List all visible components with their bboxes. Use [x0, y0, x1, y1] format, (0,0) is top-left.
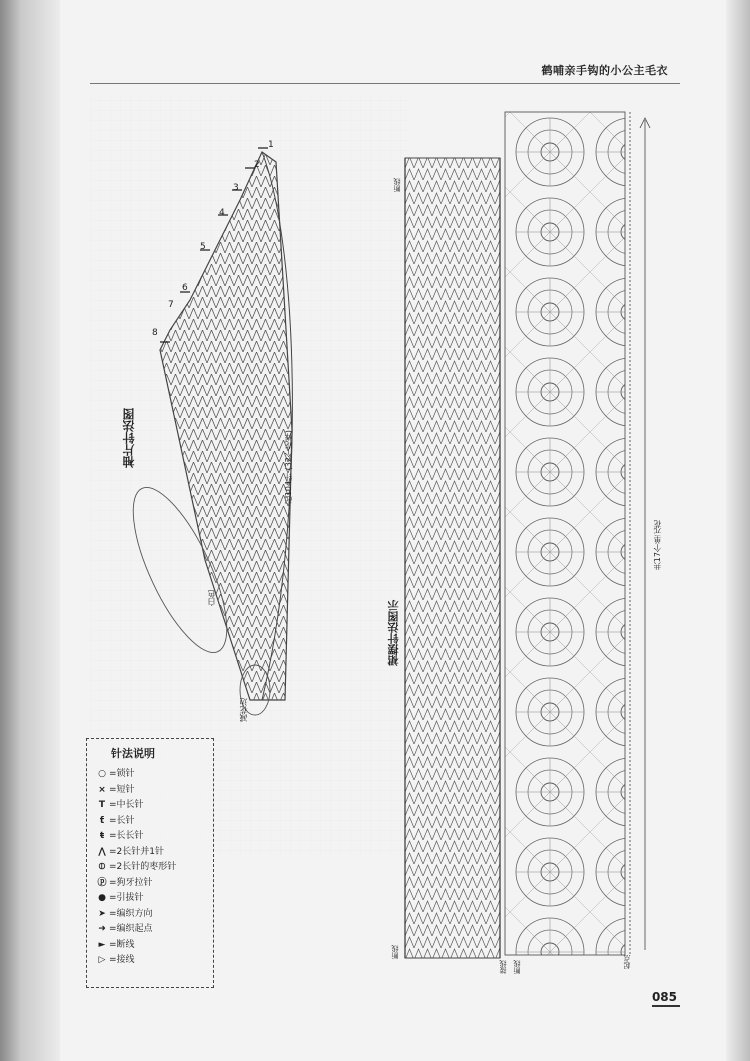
- legend-item: ▷ =接线: [95, 953, 205, 969]
- row-marker: 6: [182, 283, 188, 293]
- legend-item: ➜ =编织起点: [95, 922, 205, 938]
- join-yarn-icon: ▷: [98, 955, 106, 965]
- legend-item: ƭ =长针: [95, 814, 205, 830]
- single-crochet-icon: ×: [98, 784, 106, 795]
- row-marker: 5: [200, 242, 206, 252]
- hem-start-label: 接线: [499, 960, 507, 974]
- hem-chart-title: 裙摆针法图示: [387, 600, 400, 666]
- row-marker: 1: [268, 140, 274, 150]
- row-marker: 8: [152, 328, 158, 338]
- legend-item: ● =引拔针: [95, 891, 205, 907]
- hem-top-label: 断线: [393, 178, 401, 192]
- row-marker: 2: [254, 160, 260, 170]
- legend-item: ➤ =编织方向: [95, 907, 205, 923]
- picot-icon: ⓟ: [97, 877, 107, 888]
- row-marker: 7: [168, 300, 174, 310]
- sleeve-edge-label: 白色: [207, 590, 216, 606]
- legend-item: T =中长针: [95, 798, 205, 814]
- slip-stitch-icon: ●: [98, 893, 106, 903]
- row-marker: 4: [219, 208, 225, 218]
- sleeve-border-label: 减花边: [239, 698, 248, 722]
- legend-item: ► =断线: [95, 938, 205, 954]
- motif-repeat-label: 共17个单元花: [653, 520, 662, 571]
- chain-stitch-icon: ○: [98, 769, 106, 779]
- hem-start-label: 断线: [513, 960, 521, 974]
- row-marker: 3: [233, 183, 239, 193]
- book-title: 鹤哺亲手钩的小公主毛衣: [541, 64, 668, 77]
- page-number: 085: [652, 990, 680, 1007]
- direction-arrow-icon: ➤: [98, 908, 106, 919]
- double-crochet-icon: ƭ: [99, 815, 105, 826]
- sleeve-chart-title: 袖片针法图: [122, 408, 136, 468]
- stitch-legend: [86, 738, 214, 988]
- legend-item: ⋀ =2长针并1针: [95, 845, 205, 861]
- half-double-crochet-icon: T: [98, 800, 106, 810]
- decrease-icon: ⋀: [98, 846, 106, 857]
- legend-item: ⦶ =2长针的枣形针: [95, 860, 205, 876]
- legend-title: 针法说明: [111, 747, 155, 760]
- legend-item: ŧ =长长针: [95, 829, 205, 845]
- sleeve-stitch-count: 起104针 (32个花样): [284, 430, 293, 505]
- bobble-stitch-icon: ⦶: [98, 862, 106, 872]
- motif-strip: [505, 112, 625, 955]
- legend-item: ⓟ =狗牙拉针: [95, 876, 205, 892]
- start-arrow-icon: ➜: [98, 924, 106, 934]
- fasten-off-icon: ►: [98, 939, 106, 950]
- legend-item: × =短针: [95, 783, 205, 799]
- hem-chart-body: [405, 158, 500, 958]
- hem-bottom-label: 断线: [391, 945, 399, 959]
- treble-crochet-icon: ŧ: [99, 831, 105, 841]
- hem-start-label: 起点: [623, 955, 631, 969]
- legend-item: ○ =锁针: [95, 767, 205, 783]
